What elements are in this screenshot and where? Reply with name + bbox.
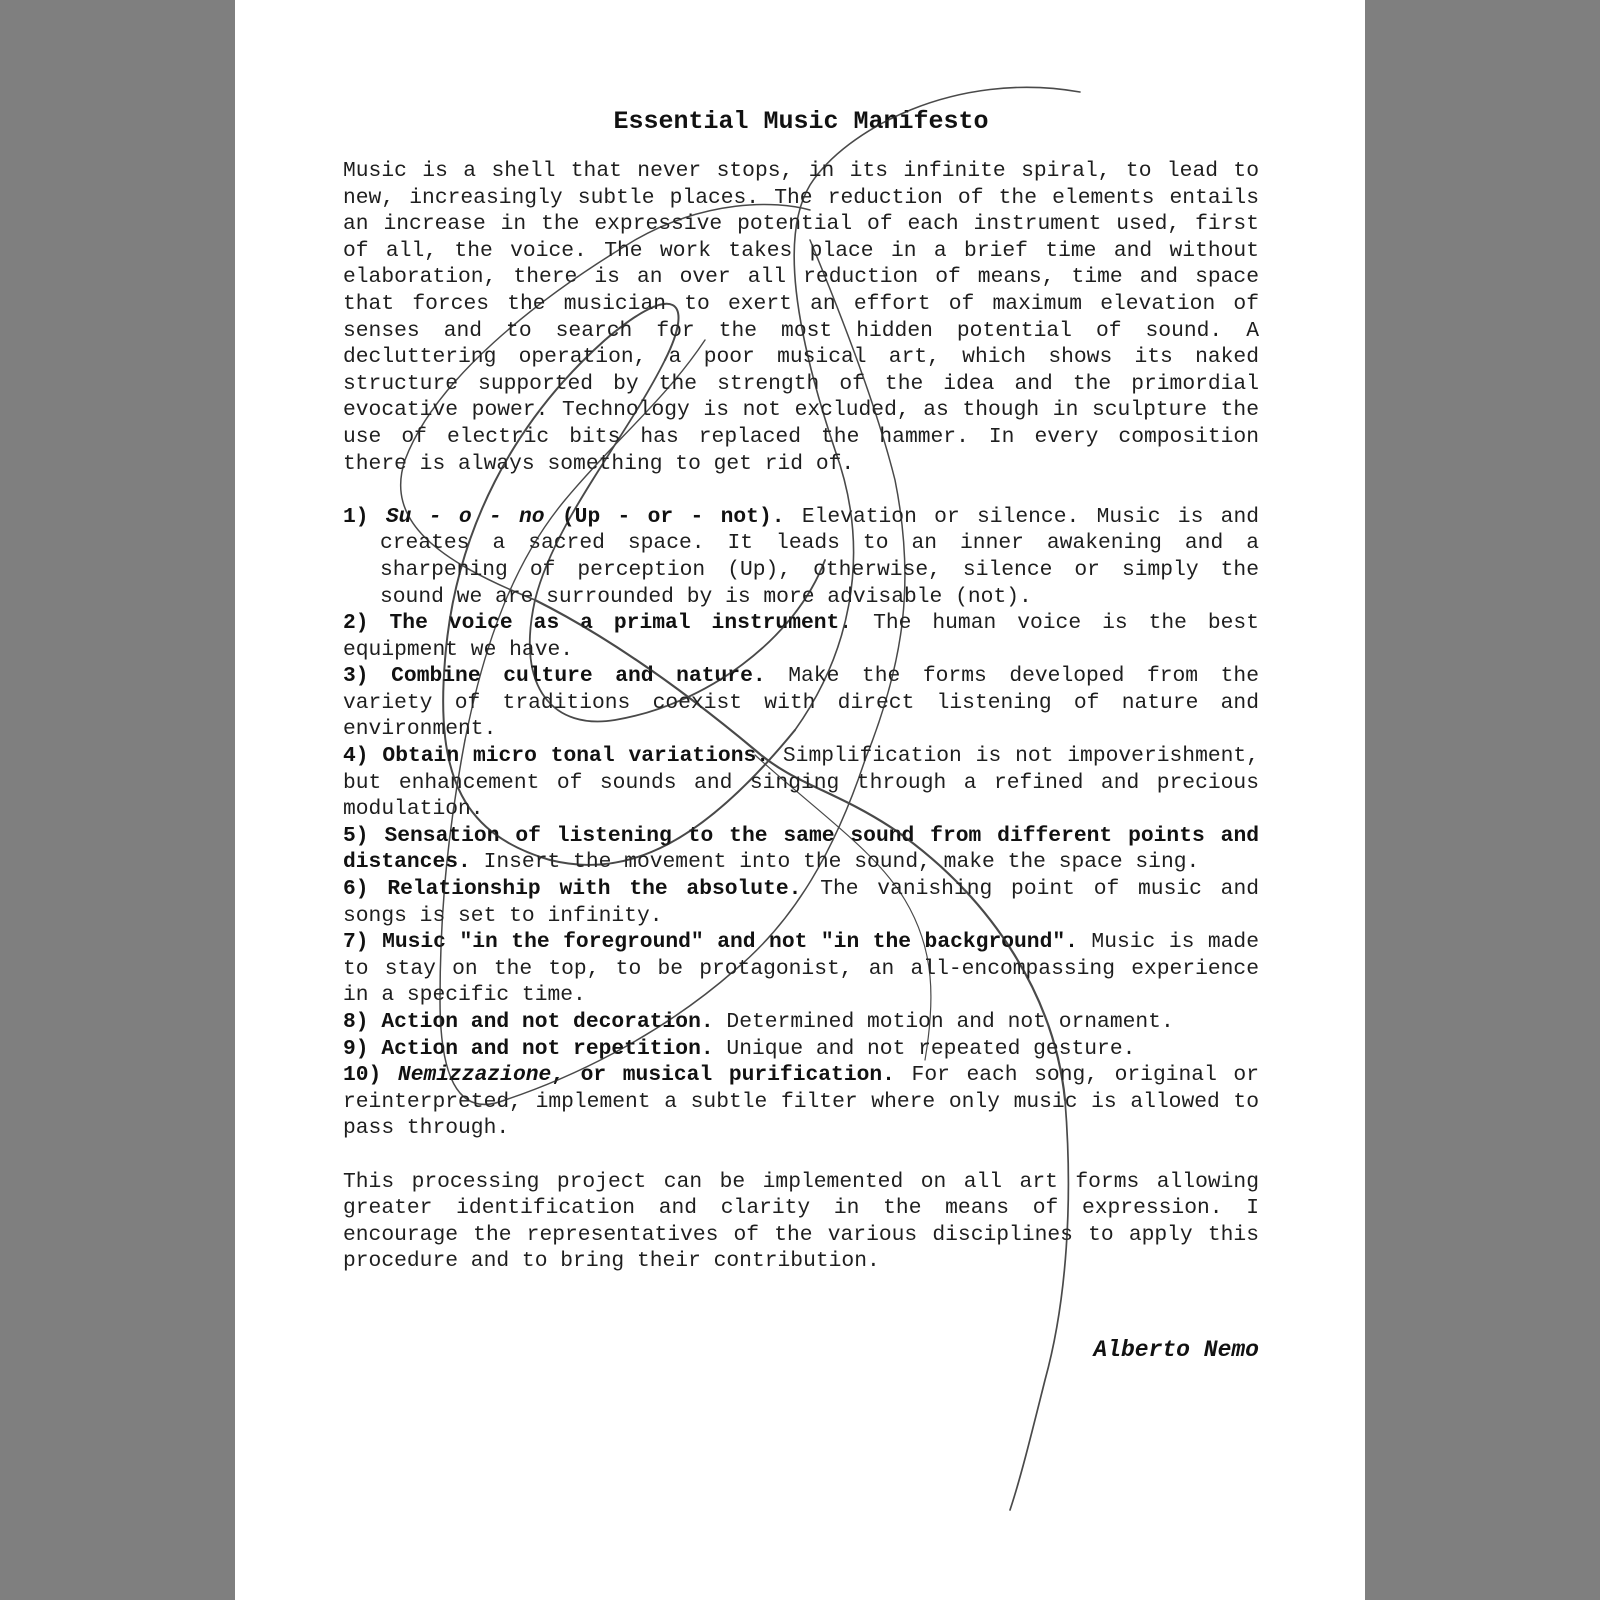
- manifesto-item-8: [343, 1009, 1259, 1036]
- spacer: [343, 477, 1259, 504]
- signature: Alberto Nemo: [1093, 1336, 1259, 1363]
- item-heading: Obtain micro tonal variations.: [382, 744, 770, 769]
- item-number: 4): [343, 744, 369, 769]
- closing-paragraph: This processing project can be implemented on all art forms allowing greater identification and clarity in the means of expression. I encourage the representatives of the various disciplines to apply this procedure and to bring their contribution.: [343, 1169, 1259, 1274]
- manifesto-item-4: [343, 743, 1259, 823]
- item-number: 8): [343, 1010, 369, 1034]
- item-body: For each song, original or reinterpreted, implement a subtle filter where only music is allowed to pass through.: [343, 1063, 1259, 1141]
- manifesto-item-6: [343, 876, 1259, 929]
- item-body: Elevation or silence. Music is and creates a sacred space. It leads to an inner awakening and a sharpening of perception (Up), otherwise, silence or simply the sound we are surrounded by is more advisable (not).: [380, 504, 1260, 609]
- manifesto-item-5: [343, 823, 1259, 876]
- item-number: 1): [343, 504, 369, 529]
- manifesto-item-9: [343, 1036, 1259, 1063]
- item-body: The vanishing point of music and songs is set to infinity.: [343, 877, 1260, 928]
- item-heading: Sensation of listening to the same sound from different points and distances.: [343, 823, 1259, 875]
- manifesto-item-7: [343, 929, 1259, 1009]
- item-body: Determined motion and not ornament.: [713, 1010, 1174, 1034]
- item-number: 2): [343, 611, 369, 636]
- document-content: [343, 104, 1259, 1364]
- manifesto-item-3: [343, 663, 1259, 743]
- item-heading: Action and not decoration.: [381, 1010, 714, 1034]
- item-body: Music is made to stay on the top, to be protagonist, an all-encompassing experience in a specific time.: [343, 930, 1259, 1008]
- item-heading-italic: Nemizzazione: [397, 1063, 552, 1088]
- manifesto-item-10: [343, 1062, 1259, 1142]
- item-number: 5): [343, 823, 369, 848]
- item-body: Unique and not repeated gesture.: [713, 1036, 1136, 1061]
- document-title: Essential Music Manifesto: [613, 107, 989, 136]
- item-heading: Music "in the foreground" and not "in the background".: [382, 930, 1078, 955]
- spacer: [343, 1142, 1259, 1169]
- item-heading-italic: Su - o - no: [385, 504, 545, 529]
- item-number: 9): [343, 1036, 369, 1061]
- intro-paragraph: Music is a shell that never stops, in its infinite spiral, to lead to new, increasingly subtle places. The reduction of the elements entails an increase in the expressive potential of each instrument used, first of all, the voice. The work takes place in a brief time and without elaboration, there is an over all reduction of means, time and space that forces the musician to exert an effort of maximum elevation of senses and to search for the most hidden potential of sound. A decluttering operation, a poor musical art, which shows its naked structure supported by the strength of the idea and the primordial evocative power. Technology is not excluded, as though in sculpture the use of electric bits has replaced the hammer. In every composition there is always something to get rid of.: [343, 159, 1259, 476]
- item-heading: Combine culture and nature.: [391, 664, 766, 689]
- item-body: Insert the movement into the sound, make the space sing.: [470, 850, 1200, 875]
- item-body: Simplification is not impoverishment, but enhancement of sounds and singing through a refined and precious modulation.: [343, 744, 1259, 822]
- item-heading: , or musical purification.: [551, 1063, 895, 1088]
- item-number: 10): [343, 1063, 382, 1088]
- item-number: 7): [343, 930, 369, 955]
- item-heading: The voice as a primal instrument: [389, 611, 840, 636]
- item-heading: Action and not repetition.: [381, 1036, 714, 1061]
- item-number: 6): [343, 877, 369, 902]
- item-body: Make the forms developed from the variety of traditions coexist with direct listening of nature and environment.: [343, 664, 1259, 742]
- document-page: [235, 0, 1365, 1600]
- item-heading: (Up - or - not).: [544, 504, 785, 529]
- item-body: . The human voice is the best equipment we have.: [343, 611, 1259, 662]
- manifesto-item-2: [343, 610, 1259, 663]
- manifesto-item-1: [343, 504, 1259, 610]
- item-number: 3): [343, 664, 369, 689]
- item-heading: Relationship with the absolute.: [387, 877, 802, 902]
